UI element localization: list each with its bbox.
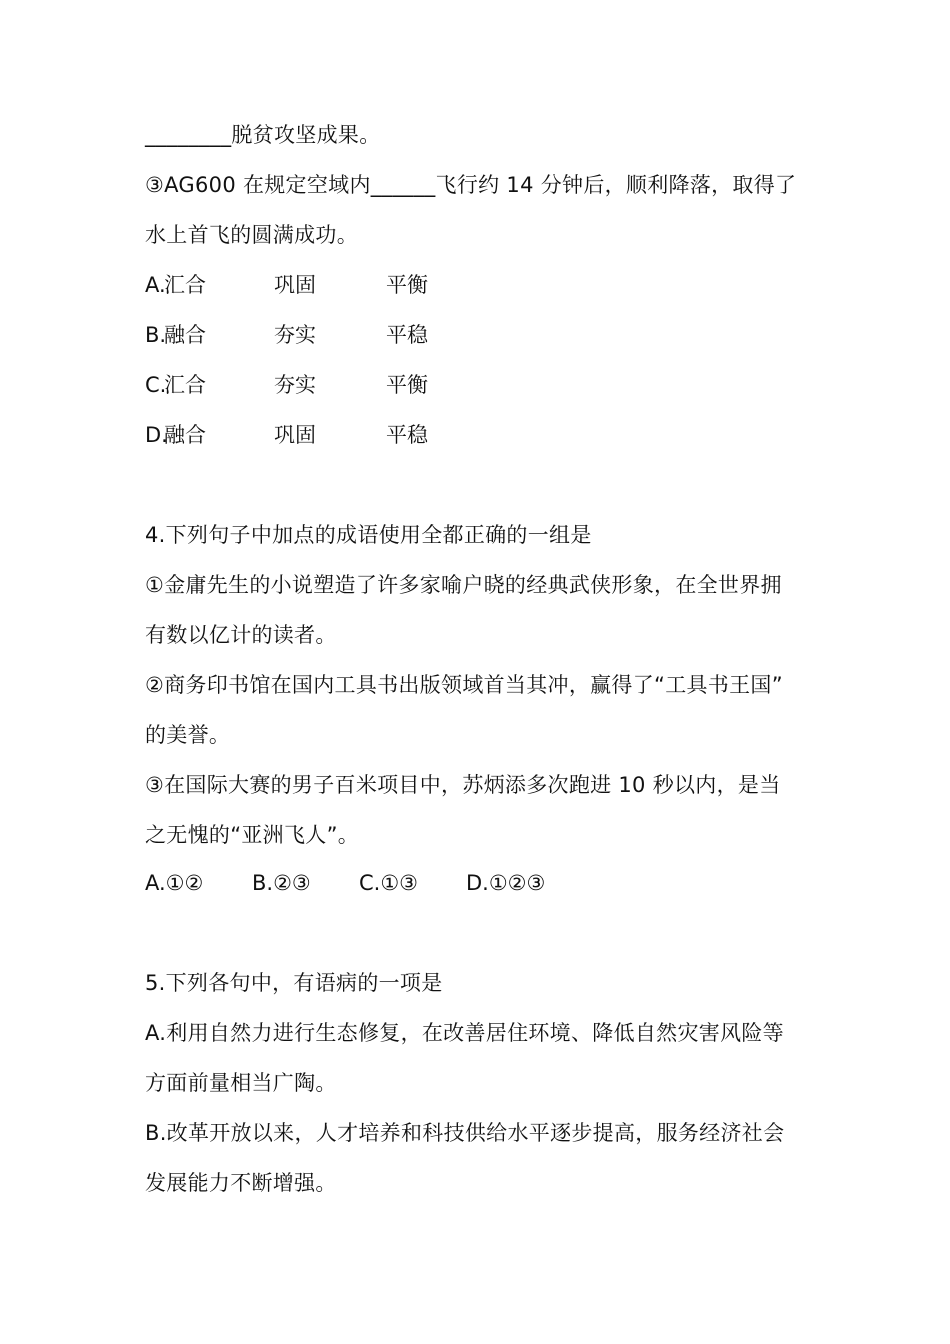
q3-option-word-3: 平衡 — [386, 273, 428, 297]
q3-option-word-2: 夯实 — [274, 373, 316, 397]
q3-option-word-3: 平稳 — [386, 423, 428, 447]
q4-sentence-1-line-1: ①金庸先生的小说塑造了许多家喻户晓的经典武侠形象，在全世界拥 — [145, 573, 782, 597]
q5-option-b-line-2: 发展能力不断增强。 — [145, 1171, 337, 1195]
q3-line-1: ________脱贫攻坚成果。 — [145, 123, 381, 147]
q5-stem: 5.下列各句中，有语病的一项是 — [145, 971, 443, 995]
q4-sentence-1-line-2: 有数以亿计的读者。 — [145, 623, 337, 647]
q4-option-b: B.②③ — [252, 871, 311, 895]
q3-option-letter: A. — [145, 273, 166, 297]
q3-option-word-1: 融合 — [164, 323, 206, 347]
q3-option-word-2: 巩固 — [274, 273, 316, 297]
q4-option-d: D.①②③ — [466, 871, 546, 895]
q3-option-letter: C. — [145, 373, 167, 397]
q4-stem: 4.下列句子中加点的成语使用全都正确的一组是 — [145, 523, 592, 547]
q5-option-a-line-2: 方面前量相当广陶。 — [145, 1071, 337, 1095]
q3-option-word-3: 平稳 — [386, 323, 428, 347]
q3-option-word-2: 夯实 — [274, 323, 316, 347]
q3-option-word-1: 汇合 — [164, 273, 206, 297]
q4-sentence-3-line-1: ③在国际大赛的男子百米项目中，苏炳添多次跑进 10 秒以内，是当 — [145, 773, 781, 797]
q3-option-word-2: 巩固 — [274, 423, 316, 447]
q3-option-word-1: 融合 — [164, 423, 206, 447]
q4-option-c: C.①③ — [359, 871, 418, 895]
q4-sentence-2-line-2: 的美誉。 — [145, 723, 231, 747]
q4-option-a: A.①② — [145, 871, 204, 895]
q5-option-b-line-1: B.改革开放以来，人才培养和科技供给水平逐步提高，服务经济社会 — [145, 1121, 785, 1145]
q5-option-a-line-1: A.利用自然力进行生态修复，在改善居住环境、降低自然灾害风险等 — [145, 1021, 784, 1045]
q3-line-2: ③AG600 在规定空域内______飞行约 14 分钟后，顺利降落，取得了 — [145, 173, 797, 197]
q4-sentence-2-line-1: ②商务印书馆在国内工具书出版领域首当其冲，赢得了“工具书王国” — [145, 673, 783, 697]
q3-option-word-1: 汇合 — [164, 373, 206, 397]
q3-option-letter: B. — [145, 323, 167, 347]
q3-option-letter: D. — [145, 423, 168, 447]
q3-line-3: 水上首飞的圆满成功。 — [145, 223, 358, 247]
q4-sentence-3-line-2: 之无愧的“亚洲飞人”。 — [145, 823, 360, 847]
q3-option-word-3: 平衡 — [386, 373, 428, 397]
